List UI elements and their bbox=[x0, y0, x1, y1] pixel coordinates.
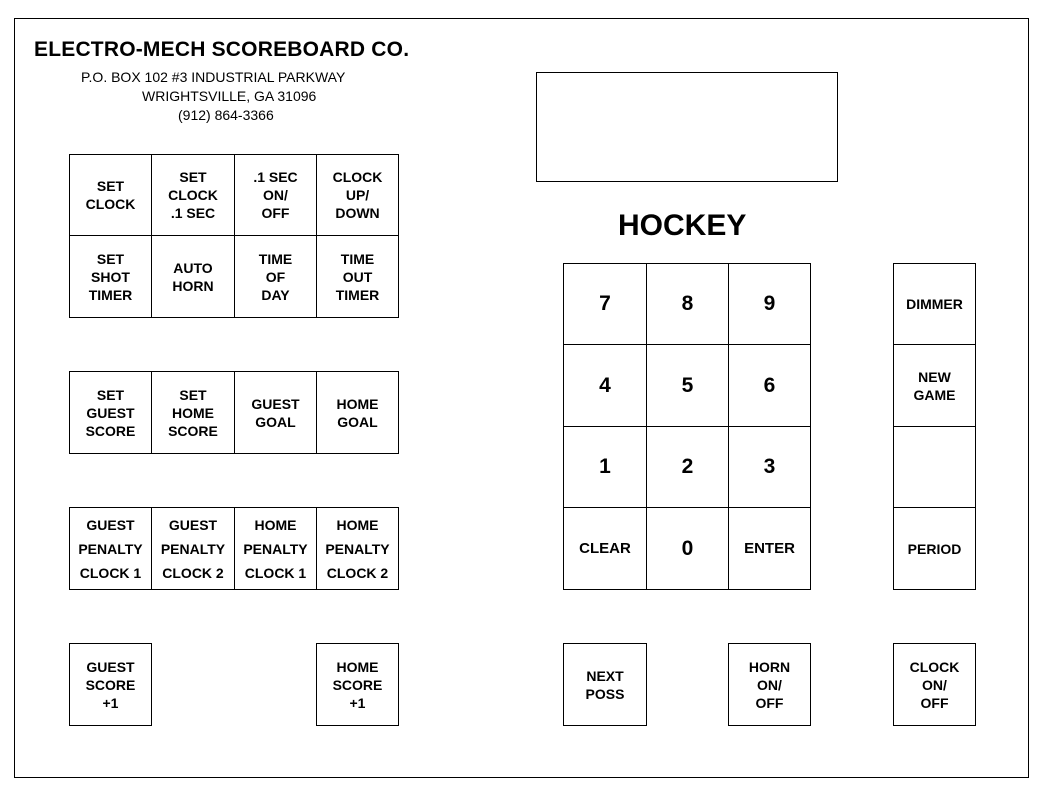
guest-score-plus-one-button[interactable] bbox=[69, 643, 152, 726]
scoreboard-display-window bbox=[536, 72, 838, 182]
keypad-5-button[interactable] bbox=[646, 344, 729, 427]
keypad-4-button[interactable] bbox=[563, 344, 647, 427]
clock-on-off-label: CLOCK ON/ OFF bbox=[909, 658, 960, 711]
auto-horn-button[interactable] bbox=[151, 235, 235, 318]
company-address-line1: P.O. BOX 102 #3 INDUSTRIAL PARKWAY bbox=[81, 69, 346, 85]
company-address-line2: WRIGHTSVILLE, GA 31096 bbox=[142, 88, 317, 104]
set-guest-score-label: SET GUEST SCORE bbox=[85, 386, 136, 439]
home-penalty-clock-2-button[interactable] bbox=[316, 507, 399, 590]
set-home-score-button[interactable] bbox=[151, 371, 235, 454]
keypad-5-label: 5 bbox=[681, 373, 694, 397]
set-shot-timer-button[interactable] bbox=[69, 235, 152, 318]
guest-score-plus-one-label: GUEST SCORE +1 bbox=[85, 658, 136, 711]
company-name: ELECTRO-MECH SCOREBOARD CO. bbox=[34, 38, 410, 61]
set-guest-score-button[interactable] bbox=[69, 371, 152, 454]
tenth-sec-on-off-label: .1 SEC ON/ OFF bbox=[253, 169, 298, 221]
guest-penalty-clock-1-button[interactable] bbox=[69, 507, 152, 590]
keypad-6-button[interactable] bbox=[728, 344, 811, 427]
home-penalty-clock-1-button[interactable] bbox=[234, 507, 317, 590]
guest-penalty-clock-2-label: GUEST PENALTY CLOCK 2 bbox=[160, 516, 226, 581]
clock-on-off-button[interactable] bbox=[893, 643, 976, 726]
next-poss-button[interactable] bbox=[563, 643, 647, 726]
keypad-7-button[interactable] bbox=[563, 263, 647, 345]
home-penalty-clock-2-label: HOME PENALTY CLOCK 2 bbox=[325, 516, 390, 581]
guest-penalty-clock-2-button[interactable] bbox=[151, 507, 235, 590]
new-game-button[interactable] bbox=[893, 344, 976, 427]
keypad-9-label: 9 bbox=[763, 292, 776, 315]
horn-on-off-label: HORN ON/ OFF bbox=[748, 658, 791, 711]
keypad-4-label: 4 bbox=[599, 373, 611, 397]
keypad-6-label: 6 bbox=[763, 373, 776, 397]
time-out-timer-label: TIME OUT TIMER bbox=[335, 250, 380, 303]
clock-up-down-label: CLOCK UP/ DOWN bbox=[332, 169, 383, 221]
time-out-timer-button[interactable] bbox=[316, 235, 399, 318]
sport-title: HOCKEY bbox=[618, 209, 747, 242]
home-score-plus-one-button[interactable] bbox=[316, 643, 399, 726]
horn-on-off-button[interactable] bbox=[728, 643, 811, 726]
set-home-score-label: SET HOME SCORE bbox=[168, 386, 218, 439]
next-poss-label: NEXT POSS bbox=[585, 667, 625, 702]
period-button[interactable] bbox=[893, 507, 976, 590]
clear-button[interactable] bbox=[563, 507, 647, 590]
set-clock-tenth-label: SET CLOCK .1 SEC bbox=[168, 169, 218, 221]
keypad-1-button[interactable] bbox=[563, 426, 647, 508]
clock-up-down-button[interactable] bbox=[316, 154, 399, 236]
keypad-7-label: 7 bbox=[599, 292, 611, 315]
enter-label: ENTER bbox=[744, 540, 795, 557]
set-clock-button[interactable] bbox=[69, 154, 152, 236]
home-goal-label: HOME GOAL bbox=[336, 395, 379, 430]
keypad-8-button[interactable] bbox=[646, 263, 729, 345]
keypad-0-label: 0 bbox=[681, 536, 694, 560]
keypad-9-button[interactable] bbox=[728, 263, 811, 345]
dimmer-button[interactable] bbox=[893, 263, 976, 345]
time-of-day-button[interactable] bbox=[234, 235, 317, 318]
tenth-sec-on-off-button[interactable] bbox=[234, 154, 317, 236]
set-clock-label: SET CLOCK bbox=[85, 178, 136, 212]
period-label: PERIOD bbox=[907, 540, 962, 557]
home-goal-button[interactable] bbox=[316, 371, 399, 454]
set-shot-timer-label: SET SHOT TIMER bbox=[88, 250, 133, 303]
guest-penalty-clock-1-label: GUEST PENALTY CLOCK 1 bbox=[78, 516, 143, 581]
guest-goal-label: GUEST GOAL bbox=[251, 395, 300, 430]
keypad-3-label: 3 bbox=[763, 455, 776, 478]
keypad-2-label: 2 bbox=[681, 455, 694, 478]
keypad-0-button[interactable] bbox=[646, 507, 729, 590]
keypad-3-button[interactable] bbox=[728, 426, 811, 508]
dimmer-label: DIMMER bbox=[906, 296, 963, 312]
keypad-8-label: 8 bbox=[681, 292, 694, 315]
clear-label: CLEAR bbox=[579, 540, 631, 557]
new-game-label: NEW GAME bbox=[913, 368, 956, 403]
company-phone: (912) 864-3366 bbox=[178, 107, 274, 123]
auto-horn-label: AUTO HORN bbox=[172, 259, 214, 294]
time-of-day-label: TIME OF DAY bbox=[258, 250, 293, 303]
home-penalty-clock-1-label: HOME PENALTY CLOCK 1 bbox=[243, 516, 308, 581]
guest-goal-button[interactable] bbox=[234, 371, 317, 454]
enter-button[interactable] bbox=[728, 507, 811, 590]
keypad-2-button[interactable] bbox=[646, 426, 729, 508]
blank-button[interactable] bbox=[893, 426, 976, 508]
home-score-plus-one-label: HOME SCORE +1 bbox=[332, 658, 383, 711]
set-clock-tenth-button[interactable] bbox=[151, 154, 235, 236]
keypad-1-label: 1 bbox=[599, 455, 611, 478]
